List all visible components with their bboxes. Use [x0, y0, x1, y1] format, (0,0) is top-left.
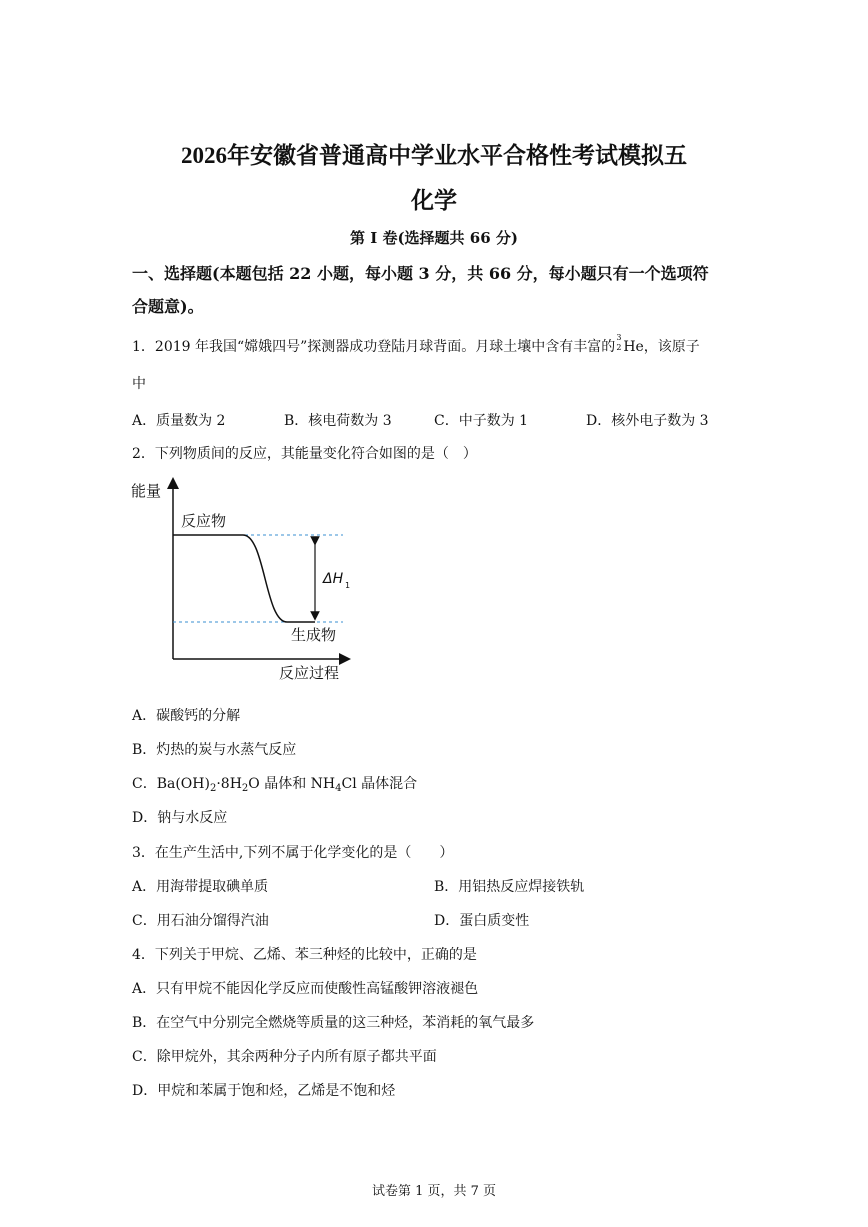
section-instructions-line1: 一、选择题(本题包括 22 小题，每小题 3 分，共 66 分，每小题只有一个选项符	[132, 264, 709, 283]
question-1-stem: 1．2019 年我国“嫦娥四号”探测器成功登陆月球背面。月球土壤中含有丰富的	[132, 339, 616, 355]
q2-c-sub3: 4	[335, 783, 342, 794]
delta-h-label: ΔH	[323, 571, 344, 587]
q3-option-b[interactable]: B．用铝热反应焊接铁轨	[434, 879, 585, 895]
q2-option-a[interactable]: A．碳酸钙的分解	[132, 708, 241, 724]
q2-c-sub2: 2	[241, 783, 249, 794]
q2-c-part2: ·8H	[216, 776, 242, 792]
q1-option-b[interactable]: B．核电荷数为 3	[284, 413, 392, 429]
mass-number: 3	[616, 333, 622, 342]
y-axis-label: 能量	[131, 482, 162, 500]
q4-option-c[interactable]: C．除甲烷外，其余两种分子内所有原子都共平面	[132, 1049, 437, 1065]
q2-c-part4: Cl 晶体混合	[341, 776, 418, 792]
section-instructions-line2: 合题意)。	[132, 297, 204, 316]
page-footer: 试卷第 1 页，共 7 页	[371, 1184, 497, 1199]
x-axis-label: 反应过程	[279, 664, 340, 682]
q4-option-d[interactable]: D．甲烷和苯属于饱和烃，乙烯是不饱和烃	[132, 1083, 396, 1099]
q2-c-sub1: 2	[209, 783, 217, 794]
question-4-text: 4．下列关于甲烷、乙烯、苯三种烃的比较中，正确的是	[132, 947, 477, 963]
question-2-text: 2．下列物质间的反应，其能量变化符合如图的是（ ）	[132, 446, 477, 462]
exam-title: 2026年安徽省普通高中学业水平合格性考试模拟五	[181, 143, 687, 168]
atomic-number: 2	[616, 343, 622, 352]
q4-option-b[interactable]: B．在空气中分别完全燃烧等质量的这三种烃，苯消耗的氧气最多	[132, 1015, 535, 1031]
delta-h-subscript: 1	[345, 581, 351, 590]
q1-option-d[interactable]: D．核外电子数为 3	[586, 413, 709, 429]
question-3-text: 3．在生产生活中,下列不属于化学变化的是（ ）	[132, 845, 454, 861]
q2-c-part3: O 晶体和 NH	[248, 776, 336, 792]
q3-option-d[interactable]: D．蛋白质变性	[434, 913, 530, 929]
q4-option-a[interactable]: A．只有甲烷不能因化学反应而使酸性高锰酸钾溶液褪色	[132, 981, 479, 997]
question-1-text	[132, 333, 700, 356]
energy-diagram	[125, 475, 365, 685]
reactant-label: 反应物	[181, 512, 227, 530]
q2-option-b[interactable]: B．灼热的炭与水蒸气反应	[132, 742, 297, 758]
q3-option-a[interactable]: A．用海带提取碘单质	[132, 879, 269, 895]
nuclide-notation	[615, 333, 623, 352]
question-1-text-cont: 中	[132, 376, 146, 392]
q2-c-part1: C．Ba(OH)	[132, 776, 210, 792]
q2-option-c[interactable]	[132, 773, 417, 794]
subject-title: 化学	[411, 188, 457, 213]
product-label: 生成物	[291, 626, 337, 644]
energy-curve	[173, 535, 315, 622]
q3-option-c[interactable]: C．用石油分馏得汽油	[132, 913, 269, 929]
part-heading: 第 I 卷(选择题共 66 分)	[350, 229, 518, 247]
q1-option-a[interactable]: A．质量数为 2	[132, 413, 226, 429]
q2-option-d[interactable]: D．钠与水反应	[132, 810, 228, 826]
q1-option-c[interactable]: C．中子数为 1	[434, 413, 529, 429]
element-symbol: He，该原子	[623, 339, 700, 355]
